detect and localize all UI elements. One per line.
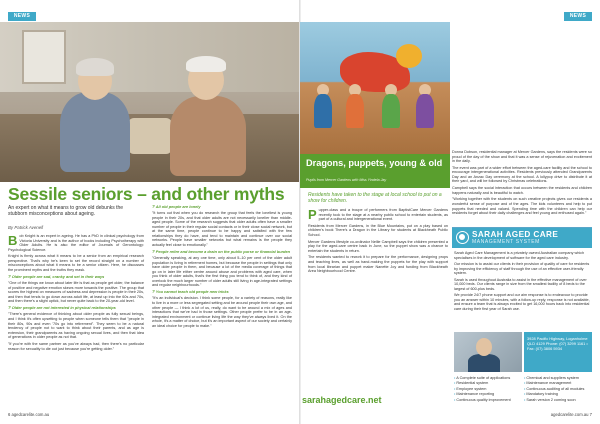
sarah-aged-care-advert xyxy=(452,227,592,413)
story-headline: Dragons, puppets, young & old xyxy=(306,158,443,168)
feature-photo xyxy=(0,22,300,182)
paragraph: Sarah Aged Care Management is a privately owned Australian company which specialises in the development of software for the aged care industry. xyxy=(454,251,585,260)
photo-caption: Pupils from Mercer Gardens with Miss Yindela Jay xyxy=(306,178,387,182)
feature-item: • Residential system xyxy=(454,381,522,386)
story-intro: Residents have taken to the stage at local school to put on a show for children. xyxy=(308,192,442,205)
page-footer: agedcarelite.com.au 7 xyxy=(550,412,592,417)
paragraph: "If you're with the same partner as you've always had, then there's no particular reason for sexuality to die out just because you're getting older." xyxy=(8,341,144,351)
paragraph: The event was part of a wider effort between the aged-care facility and the school to encourage intergenerational activities. Residents previously attended Grandparents Day and an Anzac Day ceremony at the school. A lollypop drive to distribute it at their yard, and will be followed by Christmas celebrations. xyxy=(452,165,592,184)
advert-photo xyxy=(454,332,522,372)
subheading: ?People retire and become a drain on the public purse or financial burden xyxy=(152,248,291,254)
feature-item: • Maintenance management xyxy=(524,381,592,386)
article-byline: By Patrick Avenell xyxy=(8,225,44,230)
advert-brand: SARAH AGED CARE xyxy=(472,230,559,239)
paragraph: Knight is firmly across what it means to be a senior from an empirical research perspective. That's why he's keen to set the record straight on a number of misconceptions about what it means to be a senior citizen. Here, he discusses the prominent myths and the truths they mask. xyxy=(8,254,144,273)
story-column-2 xyxy=(452,150,592,218)
advert-website-link[interactable]: sarahagedcare.net xyxy=(302,395,382,405)
feature-item: • Continuous auditing of all modules xyxy=(524,387,592,392)
paragraph: "Working together with the students on such creative projects gives our residents a wonderful sense of purpose and of the ages. The kids volunteers and help to put puppets that needed and valued. Spending time with the children can help our residents forget about their daily challenges and feel young and enthused again." xyxy=(452,197,592,216)
paragraph: The residents wanted to rework it to prepare for the performance, designing props and teaching lines, as well as hand-making the puppets for the play with support from local librarian and puppet maker Nanette Joy and funding from Blackheath Area Neighbourhood Centre. xyxy=(308,255,448,274)
paragraph: We provide 24/7 phone support and our aim response is to endeavour to provide you an answer within 10 minutes, with a follow-up reply, response is not available, and ensure a team that is always excited to get 16,000 hours back into residential care during their first year of Sarah use. xyxy=(454,293,590,312)
story-photo xyxy=(300,22,450,154)
feature-item: • Mandatory training xyxy=(524,392,592,397)
subheading: ?All old people are lonely xyxy=(152,204,201,209)
advert-body xyxy=(454,251,590,314)
paragraph: "Generally speaking, at any one time, only about 5–10 per cent of the older adult population is living in retirement homes, but because the people in settings that only have older people in them, and because a lot of the media coverage of things that go on in later life either centre around abuse and problems with aged care, when you think of older adults, that's the first thing you tend to think of, and they kind of overlook the much larger number of older adults still living in age-integrated settings and regular neighbourhoods." xyxy=(152,256,292,288)
article-headline: Sessile seniors – and other myths xyxy=(8,184,285,204)
sarah-logo-icon xyxy=(456,231,469,244)
drop-cap: B xyxy=(8,233,18,248)
feature-item: • Employee system xyxy=(454,387,522,392)
drop-cap: P xyxy=(308,207,317,222)
paragraph: Mercer Gardens lifestyle co-ordinator Nellie Campbell says the children presented a play for the aged-care centre back in June, so the puppet show was a chance to entertain the students in return. xyxy=(308,239,448,253)
paragraph: Our mission is to assist our clients in their provision of quality of care for residents by improving the efficiency of staff through the use of an effective user-friendly system. xyxy=(454,262,590,276)
page-footer: 6 agedcarelite.com.au xyxy=(8,412,50,417)
paragraph: "One of the things we know about later life is that as people get older, the balance of positive and negative emotion skews more towards the positive. The group that scores the highest on measures of sadness and depression is people in their 20s, and then that tends to go down across adult life, at least up into the 60s and 70s, and then there's a slight uptick, but never quite back to the 20-year-old level. xyxy=(8,281,144,304)
advert-header xyxy=(452,228,592,248)
feature-list-left xyxy=(454,376,522,403)
story-column-1 xyxy=(308,208,448,276)
paragraph: Sarah is used throughout Australia to assist in the effective management of over 10,000 beds. Our clients range in size from the smallest facility of 8 beds to the largest of 600-plus beds. xyxy=(454,277,587,291)
advert-subtitle: MANAGEMENT SYSTEM xyxy=(472,239,540,245)
right-page xyxy=(300,0,600,424)
article-standfirst: An expert on what it means to grow old debunks the stubborn misconceptions about ageing. xyxy=(8,205,124,218)
feature-item: • Maintenance reporting xyxy=(454,392,522,397)
section-tab: NEWS xyxy=(8,12,36,21)
advert-address: 3928 Pacific Highway, Loganholme QLD 4129 Phone: (07) 3299 1161 • Fax: (07) 3806 5934 xyxy=(524,332,592,372)
paragraph: "It turns out that when you do research the group that feels the loneliest is young people in their 20s, and that older adults are not necessarily lonelier than middle-aged people. Some of the research suggests that older adults often have a smaller number of people in their regular social contacts or in their close social network, but at the same time, people continue to be happy and satisfied with the few relationships they do have, and tend to maintain and continue over our social networks. People have smaller networks but what remains is the people they actually feel close to emotionally." xyxy=(152,211,292,247)
paragraph: ob Knight is an expert in ageing. He has a PhD in clinical psychology from Victoria University and is the author of books including Psychotherapy with Older Adults. He is also the editor of Journals of Gerontology: Psychological Science. xyxy=(8,234,144,252)
feature-list-right xyxy=(524,376,592,403)
paragraph: "It's an individual's decision. I think some people, for a variety of reasons, really like to live in a more or less segregated setting and be around people their own age, and other people — I think a lot of us, really, do want to be around a mix of ages and interactions that we've had in those settings. Other people prefer to be in an age-integrated environment or continue living life the way they've always lived it. On the whole, it's a matter of choice, but it's an important aspect of our society and certainly an ideal choice for people to make." xyxy=(152,296,292,328)
subheading: ?You cannot teach old people new tricks xyxy=(152,289,229,295)
paragraph: Campbell says the social interaction that occurs between the residents and children happens naturally and is beautiful to watch. xyxy=(452,186,592,195)
feature-item: • Sarah version 2 coming soon xyxy=(524,398,592,403)
article-column-1 xyxy=(8,234,144,353)
feature-item: • Continuous quality improvement xyxy=(454,398,522,403)
paragraph: Donna Dobson, residential manager at Mercer Gardens, says the residents were so proud of the day of the show and that it was a sense of rejuvenation and excitement in the daily. xyxy=(452,150,592,164)
article-column-2 xyxy=(152,205,292,331)
subheading: ?Older people are not interested in physical relationships xyxy=(8,305,116,311)
paragraph: Residents from Mercer Gardens, in the Blue Mountains, put on a play based on children's book There's a Dragon in the Library for students at Blackheath Public School. xyxy=(308,223,448,237)
section-tab: NEWS xyxy=(564,12,592,21)
feature-item: • Chemical and suppliers system xyxy=(524,376,592,381)
feature-item: • A Complete suite of applications xyxy=(454,376,522,381)
paragraph: "There's general evidence of thinking about older people as fully sexual beings, and I think it's often upsetting to people when someone tells them that "people in their 80s, 90s and even '70s go into retirement". They seem to be a natural tendency of people not to want to think about their parents, and as age is extension, their grandparents as having ongoing sexual lives, and then that idea of generations in older people as not that. xyxy=(8,312,144,340)
paragraph: upper-class and a troupe of performers from BaptistCare Mercer Gardens recently took to the stage at a nearby public school to entertain students, as part of a cultural and intergenerational event. xyxy=(318,208,448,222)
subheading: ?Older people are sad, cranky and set in their ways xyxy=(8,274,105,280)
